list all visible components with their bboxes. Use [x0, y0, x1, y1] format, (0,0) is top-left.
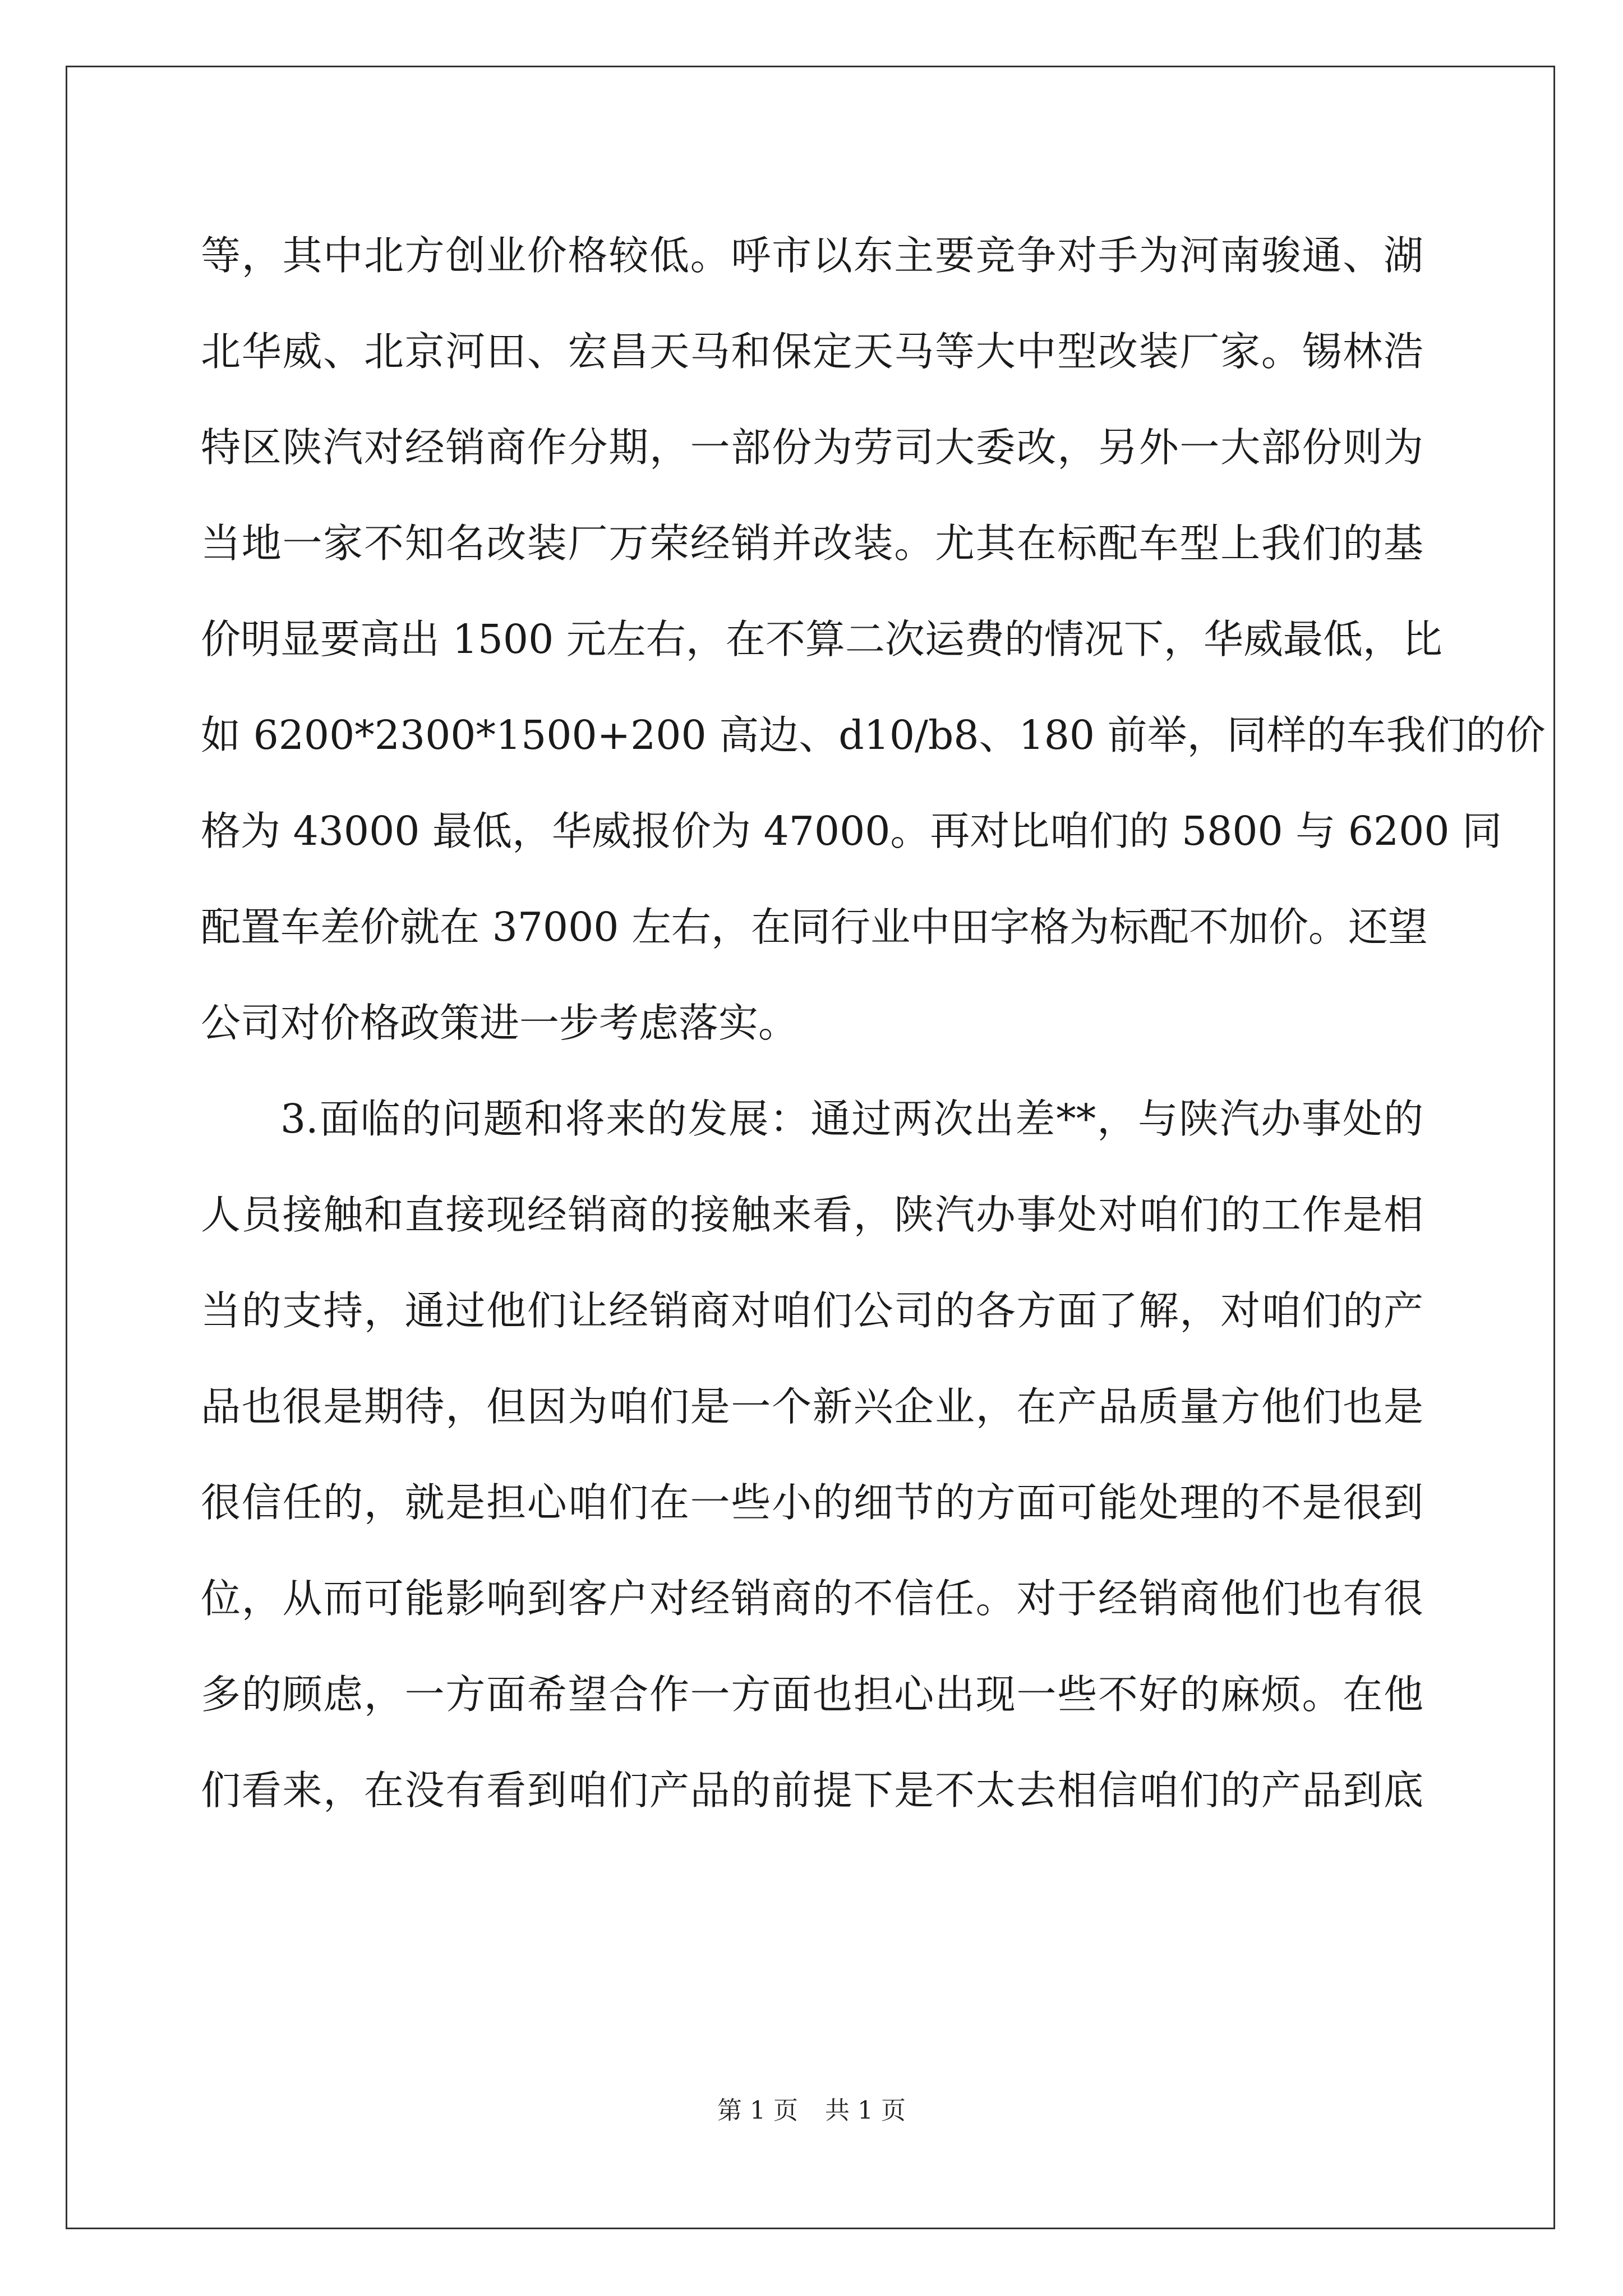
paragraph-2: [201, 1071, 1423, 1838]
text-line: 北华威、北京河田、宏昌天马和保定天马等大中型改装厂家。锡林浩: [201, 328, 1423, 375]
page-number: 第 1 页: [717, 2096, 798, 2125]
text-line: 公司对价格政策进一步考虑落实。: [201, 1000, 799, 1046]
paragraph-1: [201, 208, 1546, 1071]
text-line: 们看来，在没有看到咱们产品的前提下是不太去相信咱们的产品到底: [201, 1767, 1423, 1814]
text-line: 当地一家不知名改装厂万荣经销并改装。尤其在标配车型上我们的基: [201, 520, 1423, 567]
document-body: [201, 208, 1546, 1838]
text-line: 格为 43000 最低，华威报价为 47000。再对比咱们的 5800 与 6200 同: [201, 808, 1502, 854]
text-line: 很信任的，就是担心咱们在一些小的细节的方面可能处理的不是很到: [201, 1479, 1423, 1526]
text-line: 多的顾虑，一方面希望合作一方面也担心出现一些不好的麻烦。在他: [201, 1671, 1423, 1718]
text-line: 等，其中北方创业价格较低。呼市以东主要竞争对手为河南骏通、湖: [201, 232, 1423, 279]
text-line: 价明显要高出 1500 元左右，在不算二次运费的情况下，华威最低，比: [201, 616, 1442, 662]
text-line: 位，从而可能影响到客户对经销商的不信任。对于经销商他们也有很: [201, 1575, 1423, 1622]
text-line: 品也很是期待，但因为咱们是一个新兴企业，在产品质量方他们也是: [201, 1383, 1423, 1430]
text-line: 3.面临的问题和将来的发展：通过两次出差**，与陕汽办事处的: [280, 1096, 1423, 1142]
page-footer: [0, 2094, 1623, 2128]
text-line: 配置车差价就在 37000 左右，在同行业中田字格为标配不加价。还望: [201, 904, 1428, 950]
text-line: 人员接触和直接现经销商的接触来看，陕汽办事处对咱们的工作是相: [201, 1191, 1423, 1238]
text-line: 当的支持，通过他们让经销商对咱们公司的各方面了解，对咱们的产: [201, 1287, 1423, 1334]
text-line: 如 6200*2300*1500+200 高边、d10/b8、180 前举，同样的车我们的价: [201, 712, 1546, 758]
page-total: 共 1 页: [825, 2096, 906, 2125]
text-line: 特区陕汽对经销商作分期，一部份为劳司大委改，另外一大部份则为: [201, 424, 1423, 471]
